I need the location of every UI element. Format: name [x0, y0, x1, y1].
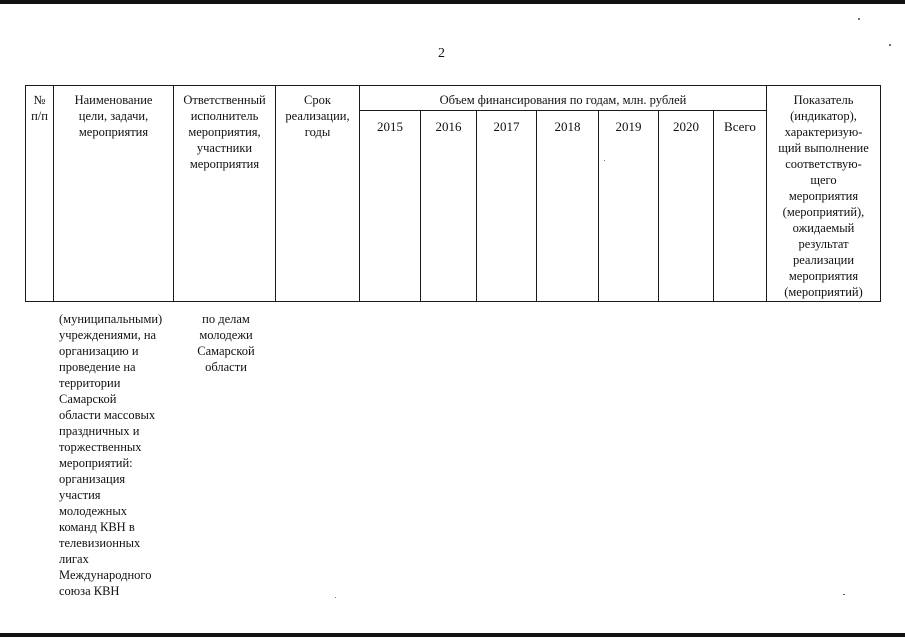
table-bottom-border	[25, 301, 881, 302]
year-header-total: Всего	[724, 119, 756, 134]
year-header-2020: 2020	[673, 119, 699, 134]
top-border-rule	[0, 0, 905, 4]
header-term: Срок реализации, годы	[285, 93, 350, 139]
bottom-border-rule	[0, 633, 905, 637]
year-column-divider	[536, 110, 537, 302]
column-divider	[359, 85, 360, 302]
year-header-2016: 2016	[435, 119, 462, 134]
scan-speck	[858, 18, 860, 20]
scan-speck	[843, 594, 845, 595]
header-number: № п/п	[31, 93, 48, 123]
page-number: 2	[438, 46, 445, 61]
year-header-2019: 2019	[615, 119, 642, 134]
year-column-divider	[420, 110, 421, 302]
responsible-executor: по делам молодежи Самарской области	[197, 312, 255, 374]
table-right-border	[880, 85, 881, 302]
scan-speck	[335, 597, 336, 598]
header-indicator: Показатель (индикатор), характеризую- щий выполнение соответствую- щего мероприятия (мероприятий), ожидаемый результат реализации мероприятия (мероприятий)	[778, 93, 869, 299]
scan-speck	[889, 44, 891, 46]
year-column-divider	[598, 110, 599, 302]
table-top-border	[25, 85, 881, 86]
year-column-divider	[476, 110, 477, 302]
header-name: Наименование цели, задачи, мероприятия	[74, 93, 153, 139]
year-column-divider	[658, 110, 659, 302]
scan-speck	[604, 160, 605, 161]
measure-description: (муниципальными) учреждениями, на организацию и проведение на территории Самарской области массовых праздничных и торжественных мероприятий: организация участия молодежных команд КВН в телевизионных лигах Международного союза КВН	[59, 312, 163, 598]
year-header-2018: 2018	[554, 119, 581, 134]
year-header-2015: 2015	[377, 119, 403, 134]
year-column-divider	[713, 110, 714, 302]
year-header-2017: 2017	[493, 119, 520, 134]
header-funding: Объем финансирования по годам, млн. рублей	[439, 93, 687, 107]
header-responsible: Ответственный исполнитель мероприятия, участники мероприятия	[183, 93, 266, 171]
